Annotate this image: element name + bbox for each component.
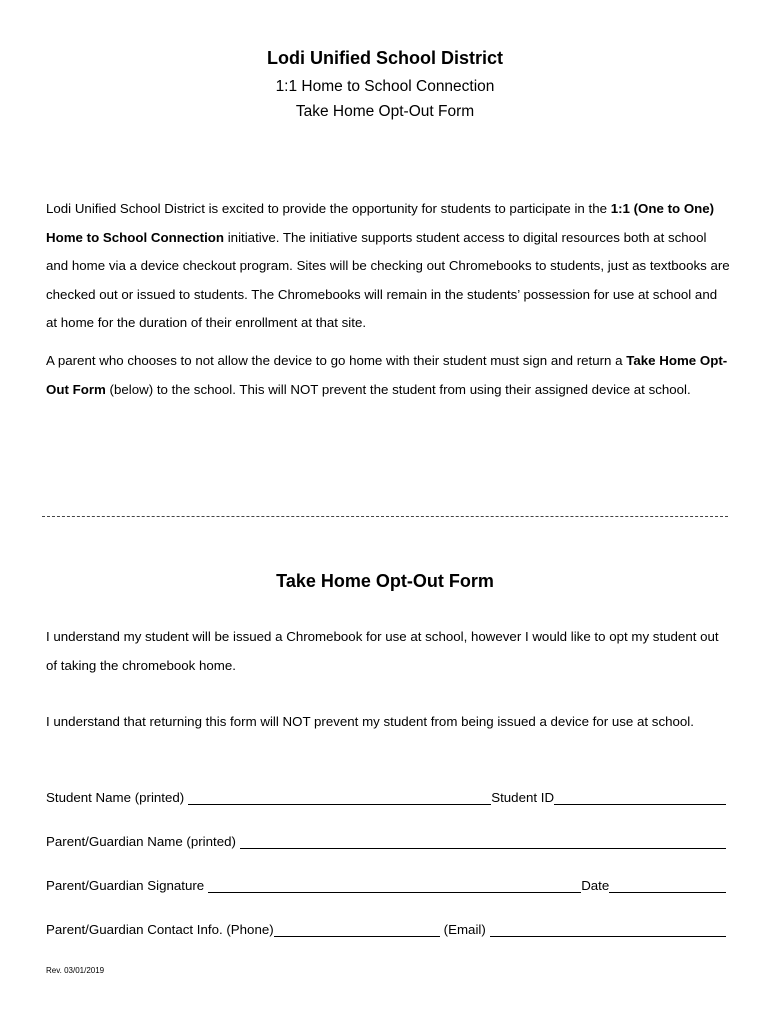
parent-name-label: Parent/Guardian Name (printed): [46, 834, 236, 849]
revision-date: Rev. 03/01/2019: [46, 966, 105, 975]
statement-2: I understand that returning this form will NOT prevent my student from being issued a device for use at school.: [46, 714, 694, 729]
intro-paragraph: [46, 195, 730, 338]
signature-field[interactable]: [208, 877, 581, 893]
form-title: Take Home Opt-Out Form: [276, 571, 494, 591]
date-label: Date: [581, 878, 610, 893]
intro-text-a: Lodi Unified School District is excited to provide the opportunity for students to participate in the: [46, 201, 611, 216]
parent-name-row: [46, 829, 726, 849]
student-id-field[interactable]: [554, 789, 726, 805]
signature-label: Parent/Guardian Signature: [46, 878, 205, 893]
parent-name-field[interactable]: [240, 833, 726, 849]
contact-row: [46, 917, 726, 937]
program-subtitle: 1:1 Home to School Connection: [275, 78, 495, 95]
student-id-label: Student ID: [491, 790, 555, 805]
statement-1: I understand my student will be issued a Chromebook for use at school, however I would like to opt my student out of taking the chromebook home.: [46, 629, 719, 673]
student-name-label: Student Name (printed): [46, 790, 185, 805]
form-name: Take Home Opt-Out Form: [295, 103, 475, 120]
intro-text-b: initiative. The initiative supports student access to digital resources both at school and home via a device checkout program. Sites will be checking out Chromebooks to students, just as textbooks are checked out or issued to students. The Chromebooks will remain in the students’ possession for use at school and at home for the duration of their enrollment at that site.: [46, 229, 730, 330]
opt-out-paragraph: [46, 347, 730, 404]
email-field[interactable]: [490, 921, 726, 937]
signature-row: [46, 873, 726, 893]
student-name-field[interactable]: [188, 789, 491, 805]
district-title: Lodi Unified School District: [266, 48, 503, 68]
opt-out-text-a: A parent who chooses to not allow the device to go home with their student must sign and return a: [46, 353, 627, 368]
student-row: [46, 785, 726, 805]
email-label: (Email): [443, 922, 486, 937]
phone-field[interactable]: [274, 921, 440, 937]
phone-label: Parent/Guardian Contact Info. (Phone): [46, 922, 274, 937]
date-field[interactable]: [609, 877, 726, 893]
opt-out-text-b: (below) to the school. This will NOT prevent the student from using their assigned device at school.: [105, 381, 691, 397]
opt-out-form-name: Take Home Opt-Out Form: [46, 353, 728, 397]
initiative-name: 1:1 (One to One) Home to School Connection: [46, 201, 715, 245]
cut-line: [42, 516, 728, 517]
